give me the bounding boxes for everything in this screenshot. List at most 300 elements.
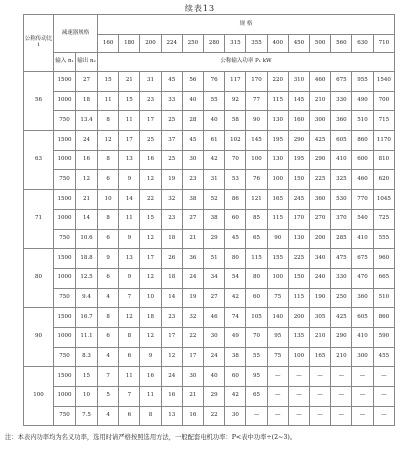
power-cell: 13 [119, 249, 140, 269]
power-cell: 24 [161, 367, 182, 387]
power-cell: 95 [267, 327, 288, 347]
power-cell: 29 [204, 229, 225, 249]
power-cell: 31 [140, 72, 161, 92]
size-header-cell: 280 [204, 35, 225, 53]
power-cell: 590 [373, 327, 394, 347]
power-cell: 9 [119, 268, 140, 288]
power-cell: 85 [246, 209, 267, 229]
power-cell: 225 [288, 249, 309, 269]
power-cell: 165 [267, 190, 288, 210]
power-cell: 75 [267, 347, 288, 367]
power-cell: 30 [182, 367, 203, 387]
power-cell: 21 [119, 72, 140, 92]
power-cell: 56 [182, 72, 203, 92]
table-row [24, 111, 395, 131]
power-cell: 600 [352, 150, 373, 170]
power-cell: 60 [246, 288, 267, 308]
power-cell: 23 [161, 308, 182, 328]
power-cell: 16 [182, 406, 203, 426]
ratio-cell: 100 [24, 367, 54, 426]
power-cell: 23 [161, 209, 182, 229]
input-speed-cell: 750 [54, 111, 76, 131]
input-speed-cell: 1500 [54, 72, 76, 92]
power-cell: 455 [373, 347, 394, 367]
power-cell: — [331, 406, 352, 426]
power-cell: 425 [331, 308, 352, 328]
power-cell: 33 [161, 91, 182, 111]
power-cell: 6 [98, 229, 119, 249]
power-cell: — [267, 367, 288, 387]
power-cell: 8 [119, 327, 140, 347]
power-cell: 330 [331, 268, 352, 288]
power-cell: 16 [161, 387, 182, 407]
power-cell: 65 [246, 229, 267, 249]
power-cell: 6 [119, 406, 140, 426]
power-cell: 6 [119, 347, 140, 367]
power-cell: 130 [267, 150, 288, 170]
power-cell: 23 [140, 91, 161, 111]
power-cell: 45 [225, 229, 246, 249]
power-cell: 49 [225, 327, 246, 347]
power-cell: 14 [119, 190, 140, 210]
power-cell: 140 [267, 308, 288, 328]
power-cell: 45 [182, 131, 203, 151]
power-cell: 17 [182, 347, 203, 367]
power-cell: 22 [204, 406, 225, 426]
power-cell: 22 [140, 190, 161, 210]
power-cell: 9 [140, 347, 161, 367]
power-cell: 11 [119, 367, 140, 387]
output-speed-cell: 16.7 [76, 308, 98, 328]
table-row [24, 268, 395, 288]
table-row [24, 91, 395, 111]
input-speed-cell: 1000 [54, 209, 76, 229]
power-cell: 360 [310, 190, 331, 210]
power-cell: 130 [267, 111, 288, 131]
power-cell: — [267, 406, 288, 426]
power-cell: 360 [352, 288, 373, 308]
power-cell: 55 [204, 91, 225, 111]
table-title: 续表13 [184, 4, 216, 13]
output-speed-cell: 11.1 [76, 327, 98, 347]
power-cell: 240 [310, 268, 331, 288]
power-cell: 605 [331, 131, 352, 151]
size-header-cell: 200 [140, 35, 161, 53]
power-cell: 460 [310, 72, 331, 92]
power-cell: 11 [119, 209, 140, 229]
power-cell: 16 [140, 150, 161, 170]
power-cell: 53 [225, 170, 246, 190]
output-speed-cell: 9.4 [76, 288, 98, 308]
power-cell: 75 [267, 288, 288, 308]
table-row [24, 249, 395, 269]
power-cell: 70 [246, 327, 267, 347]
power-cell: 24 [204, 347, 225, 367]
power-rating-table [23, 14, 395, 426]
input-speed-cell: 1500 [54, 131, 76, 151]
table-row [24, 72, 395, 92]
power-cell: 210 [310, 91, 331, 111]
power-cell: 55 [246, 347, 267, 367]
power-cell: 8 [98, 308, 119, 328]
power-cell: 410 [331, 150, 352, 170]
power-cell: 80 [246, 268, 267, 288]
power-cell: 12 [161, 347, 182, 367]
size-header-cell: 355 [246, 35, 267, 53]
power-cell: 770 [352, 190, 373, 210]
power-cell: 540 [352, 209, 373, 229]
power-cell: 8 [140, 406, 161, 426]
power-cell: 160 [288, 111, 309, 131]
power-cell: 42 [225, 387, 246, 407]
power-cell: 330 [331, 91, 352, 111]
power-cell: 17 [119, 131, 140, 151]
table-row [24, 170, 395, 190]
ratio-cell: 80 [24, 249, 54, 308]
speed-header: 减速器规格 [54, 15, 98, 53]
power-cell: 325 [331, 170, 352, 190]
table-row [24, 190, 395, 210]
power-cell: 100 [267, 268, 288, 288]
power-cell: 475 [331, 249, 352, 269]
size-header-cell: 224 [161, 35, 182, 53]
power-cell: 460 [352, 170, 373, 190]
power-cell: — [352, 406, 373, 426]
power-cell: 61 [204, 131, 225, 151]
power-cell: 38 [182, 190, 203, 210]
size-header-cell: 500 [310, 35, 331, 53]
power-cell: 76 [246, 170, 267, 190]
power-cell: 470 [352, 268, 373, 288]
power-cell: 9 [119, 170, 140, 190]
power-cell: 25 [140, 131, 161, 151]
input-speed-cell: 750 [54, 229, 76, 249]
power-cell: 25 [161, 150, 182, 170]
output-speed-cell: 21 [76, 190, 98, 210]
power-cell: 135 [288, 327, 309, 347]
power-cell: 74 [225, 308, 246, 328]
power-cell: 38 [225, 347, 246, 367]
power-cell: 86 [225, 190, 246, 210]
power-cell: 90 [246, 111, 267, 131]
output-speed-cell: 14 [76, 209, 98, 229]
power-cell: 10 [140, 288, 161, 308]
ratio-header: 公称传动比 i [24, 15, 54, 72]
power-cell: 165 [310, 347, 331, 367]
power-cell: — [352, 387, 373, 407]
power-cell: 305 [310, 308, 331, 328]
power-cell: — [331, 367, 352, 387]
power-cell: — [246, 406, 267, 426]
power-cell: 31 [204, 170, 225, 190]
power-cell: 80 [225, 249, 246, 269]
power-cell: 70 [225, 150, 246, 170]
input-speed-cell: 750 [54, 406, 76, 426]
power-cell: 220 [267, 72, 288, 92]
power-cell: 605 [352, 308, 373, 328]
power-cell: 40 [182, 91, 203, 111]
power-cell: 11 [98, 91, 119, 111]
size-header-cell: 180 [119, 35, 140, 53]
power-cell: 955 [352, 72, 373, 92]
output-speed-cell: 12.5 [76, 268, 98, 288]
input-speed-cell: 750 [54, 347, 76, 367]
power-cell: 410 [352, 229, 373, 249]
power-cell: 60 [225, 209, 246, 229]
output-speed-cell: 13.4 [76, 111, 98, 131]
power-cell: 210 [331, 347, 352, 367]
table-row [24, 229, 395, 249]
power-cell: 36 [182, 249, 203, 269]
power-cell: 860 [373, 308, 394, 328]
power-cell: 290 [331, 327, 352, 347]
power-cell: 1045 [373, 190, 394, 210]
input-speed-cell: 1500 [54, 367, 76, 387]
power-cell: — [310, 387, 331, 407]
power-cell: 1540 [373, 72, 394, 92]
spec-header: 规 格 [98, 15, 395, 35]
power-cell: 45 [161, 72, 182, 92]
input-speed-cell: 1000 [54, 268, 76, 288]
power-cell: — [352, 367, 373, 387]
power-cell: 4 [98, 347, 119, 367]
power-cell: 100 [288, 347, 309, 367]
power-cell: 100 [246, 150, 267, 170]
power-cell: 27 [204, 288, 225, 308]
size-header-cell: 400 [267, 35, 288, 53]
power-cell: 115 [267, 209, 288, 229]
power-cell: 38 [204, 209, 225, 229]
power-cell: 7 [119, 387, 140, 407]
power-cell: 155 [267, 249, 288, 269]
power-cell: 10 [98, 190, 119, 210]
output-speed-cell: 12 [76, 170, 98, 190]
power-cell: 145 [288, 91, 309, 111]
power-cell: 6 [98, 268, 119, 288]
power-cell: — [267, 387, 288, 407]
power-cell: 510 [352, 111, 373, 131]
power-cell: 19 [161, 170, 182, 190]
power-cell: 30 [225, 406, 246, 426]
input-speed-cell: 1500 [54, 249, 76, 269]
power-cell: 360 [331, 111, 352, 131]
power-cell: 190 [310, 288, 331, 308]
power-cell: — [373, 387, 394, 407]
power-cell: 4 [98, 288, 119, 308]
power-cell: 65 [246, 387, 267, 407]
power-cell: 117 [225, 72, 246, 92]
power-cell: 145 [246, 131, 267, 151]
power-cell: 410 [352, 327, 373, 347]
table-row [24, 327, 395, 347]
size-header-cell: 630 [352, 35, 373, 53]
input-speed-cell: 750 [54, 170, 76, 190]
power-cell: 13 [119, 150, 140, 170]
table-row [24, 406, 395, 426]
power-cell: 7 [119, 288, 140, 308]
power-cell: — [288, 387, 309, 407]
power-cell: 30 [204, 327, 225, 347]
size-header-cell: 160 [98, 35, 119, 53]
power-cell: 77 [246, 91, 267, 111]
power-cell: 90 [267, 229, 288, 249]
power-cell: 300 [352, 347, 373, 367]
table-row [24, 150, 395, 170]
size-header-cell: 710 [373, 35, 394, 53]
power-cell: 24 [182, 268, 203, 288]
power-cell: 29 [204, 387, 225, 407]
power-cell: 130 [288, 229, 309, 249]
power-cell: 42 [204, 150, 225, 170]
size-header-cell: 450 [288, 35, 309, 53]
input-speed-cell: 1500 [54, 190, 76, 210]
power-cell: 270 [310, 209, 331, 229]
power-cell: 51 [204, 249, 225, 269]
power-cell: — [331, 387, 352, 407]
table-row [24, 367, 395, 387]
output-speed-cell: 16 [76, 150, 98, 170]
footnote: 注：本表内功率均为名义功率，选用时请严格按照选用方法，一般配套电机功率：P<表中功率÷(2~3)。 [5, 434, 297, 441]
power-cell: 170 [246, 72, 267, 92]
power-cell: 810 [373, 150, 394, 170]
power-cell: 17 [140, 249, 161, 269]
power-cell: 105 [246, 308, 267, 328]
power-cell: 510 [373, 288, 394, 308]
power-cell: 150 [288, 268, 309, 288]
power-cell: 28 [182, 111, 203, 131]
power-cell: 32 [182, 308, 203, 328]
power-cell: — [373, 406, 394, 426]
power-cell: 530 [331, 190, 352, 210]
power-cell: 21 [182, 229, 203, 249]
output-speed-cell: 18.8 [76, 249, 98, 269]
power-cell: 17 [140, 111, 161, 131]
power-cell: 200 [310, 229, 331, 249]
ratio-cell: 56 [24, 72, 54, 131]
power-cell: 26 [161, 249, 182, 269]
power-cell: 25 [161, 111, 182, 131]
power-cell: 12 [140, 327, 161, 347]
output-speed-header: 输出 n₂ [76, 53, 98, 72]
power-cell: 12 [98, 131, 119, 151]
power-cell: 100 [267, 170, 288, 190]
power-cell: 195 [267, 131, 288, 151]
power-cell: 15 [98, 72, 119, 92]
power-cell: 310 [288, 72, 309, 92]
input-speed-header: 输入 n₁ [54, 53, 76, 72]
ratio-cell: 63 [24, 131, 54, 190]
table-row [24, 387, 395, 407]
power-cell: 115 [288, 288, 309, 308]
power-cell: 8 [98, 150, 119, 170]
power-cell: 12 [140, 268, 161, 288]
power-cell: 121 [246, 190, 267, 210]
power-cell: 22 [182, 327, 203, 347]
power-cell: 7 [98, 367, 119, 387]
power-cell: 37 [161, 131, 182, 151]
power-header: 公称输入功率 P₁ kW [98, 53, 395, 72]
power-cell: 15 [119, 91, 140, 111]
power-cell: 52 [204, 190, 225, 210]
output-speed-cell: 24 [76, 131, 98, 151]
power-cell: 715 [373, 111, 394, 131]
power-cell: 54 [225, 268, 246, 288]
power-cell: 11 [119, 111, 140, 131]
power-cell: 210 [310, 327, 331, 347]
output-speed-cell: 10 [76, 387, 98, 407]
power-cell: 290 [288, 131, 309, 151]
power-cell: 9 [119, 229, 140, 249]
power-cell: 32 [161, 190, 182, 210]
input-speed-cell: 750 [54, 288, 76, 308]
power-cell: 34 [204, 268, 225, 288]
size-header-cell: 315 [225, 35, 246, 53]
power-cell: 115 [267, 91, 288, 111]
power-cell: 250 [331, 288, 352, 308]
power-cell: 102 [225, 131, 246, 151]
input-speed-cell: 1000 [54, 387, 76, 407]
input-speed-cell: 1000 [54, 327, 76, 347]
power-cell: 425 [310, 131, 331, 151]
power-cell: 19 [182, 288, 203, 308]
power-cell: 5 [98, 387, 119, 407]
power-cell: 95 [246, 367, 267, 387]
power-cell: 860 [352, 131, 373, 151]
power-cell: 700 [373, 91, 394, 111]
power-cell: 4 [98, 406, 119, 426]
power-cell: 490 [352, 91, 373, 111]
power-cell: 290 [310, 150, 331, 170]
output-speed-cell: 18 [76, 91, 98, 111]
power-cell: 15 [140, 209, 161, 229]
power-cell: 245 [288, 190, 309, 210]
ratio-cell: 71 [24, 190, 54, 249]
power-cell: 18 [161, 268, 182, 288]
power-cell: 60 [225, 367, 246, 387]
power-cell: 42 [225, 288, 246, 308]
power-cell: 200 [288, 308, 309, 328]
power-cell: — [310, 406, 331, 426]
power-cell: 115 [246, 249, 267, 269]
power-cell: 27 [182, 209, 203, 229]
power-cell: 14 [161, 288, 182, 308]
power-cell: 150 [288, 170, 309, 190]
power-cell: 46 [204, 308, 225, 328]
power-cell: 76 [204, 72, 225, 92]
power-cell: 555 [373, 229, 394, 249]
input-speed-cell: 1000 [54, 91, 76, 111]
power-cell: 12 [140, 170, 161, 190]
output-speed-cell: 15 [76, 367, 98, 387]
power-cell: 170 [288, 209, 309, 229]
power-cell: 11 [140, 387, 161, 407]
power-cell: 6 [98, 170, 119, 190]
output-speed-cell: 7.5 [76, 406, 98, 426]
power-cell: 620 [373, 170, 394, 190]
power-cell: 8 [98, 111, 119, 131]
output-speed-cell: 27 [76, 72, 98, 92]
power-cell: 1170 [373, 131, 394, 151]
power-cell: — [288, 367, 309, 387]
output-speed-cell: 10.6 [76, 229, 98, 249]
size-header-cell: 560 [331, 35, 352, 53]
power-cell: 12 [119, 308, 140, 328]
table-row [24, 308, 395, 328]
power-cell: 23 [182, 170, 203, 190]
power-cell: 960 [373, 249, 394, 269]
power-cell: 665 [373, 268, 394, 288]
power-cell: 285 [331, 229, 352, 249]
